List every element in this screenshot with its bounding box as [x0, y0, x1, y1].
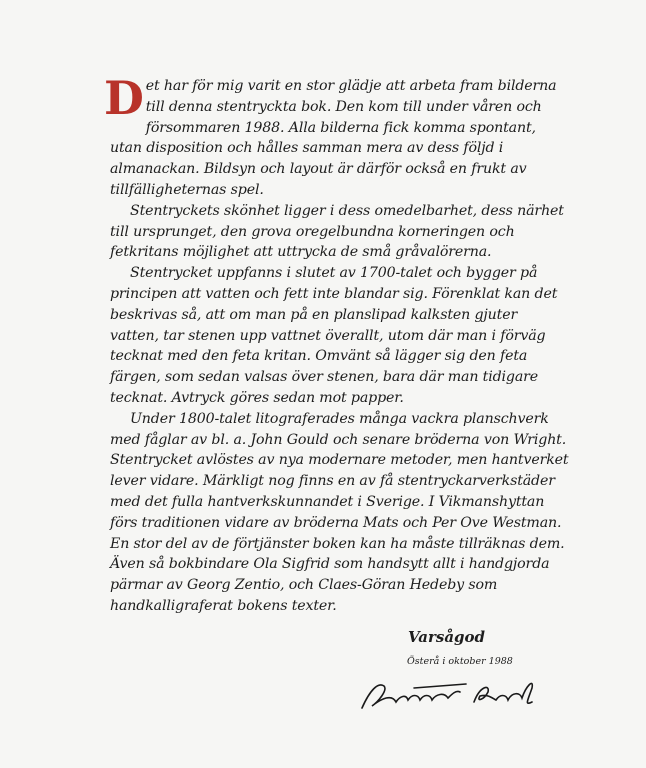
paragraph-1: [104, 71, 570, 201]
paragraph-3: Stentrycket uppfanns i slutet av 1700-talet och bygger på principen att vatten och fett inte blandar sig. Förenklat kan det beskrivas så, att om man på en planslipad kalksten gjuter vatten, tar stenen upp vattnet överallt, utom där man i förväg tecknat med den feta kritan. Omvänt så lägger sig den feta färgen, som sedan valsas över stenen, bara där man tidigare tecknat. Avtryck göres sedan mot papper.: [110, 265, 558, 406]
drop-cap: D: [104, 71, 144, 125]
closing-greeting: Varsågod: [408, 628, 486, 646]
paragraph-1-text: et har för mig varit en stor glädje att arbeta fram bilderna till denna stentryckta bok. Den kom till under våren och försommaren 1988. Alla bilderna fick komma spontant, utan disposition och hålles samman mera av dess följd i almanackan. Bildsyn och layout är därför också en frukt av tillfälligheternas spel.: [110, 78, 557, 198]
signature-icon: [356, 672, 546, 718]
handwritten-signature: [356, 672, 546, 718]
letter-body: [104, 71, 570, 617]
place-date: Österå i oktober 1988: [407, 656, 513, 667]
paragraph-2: Stentryckets skönhet ligger i dess omedelbarhet, dess närhet till ursprunget, den grova oregelbundna korneringen och fetkritans möjlighet att uttrycka de små gråvalörerna.: [110, 202, 564, 261]
paragraph-4: Under 1800-talet litograferades många vackra planschverk med fåglar av bl. a. John Gould och senare bröderna von Wright. Stentrycket avlöstes av nya modernare metoder, men hantverket lever vidare. Märkligt nog finns en av få stentryckarverkstäder med det fulla hantverkskunnandet i Sverige. I Vikmanshyttan förs traditionen vidare av bröderna Mats och Per Ove Westman. En stor del av de förtjänster boken kan ha måste tillräknas dem. Även så bokbindare Ola Sigfrid som handsytt allt i handgjorda pärmar av Georg Zentio, och Claes-Göran Hedeby som handkalligraferat bokens texter.: [110, 410, 569, 614]
